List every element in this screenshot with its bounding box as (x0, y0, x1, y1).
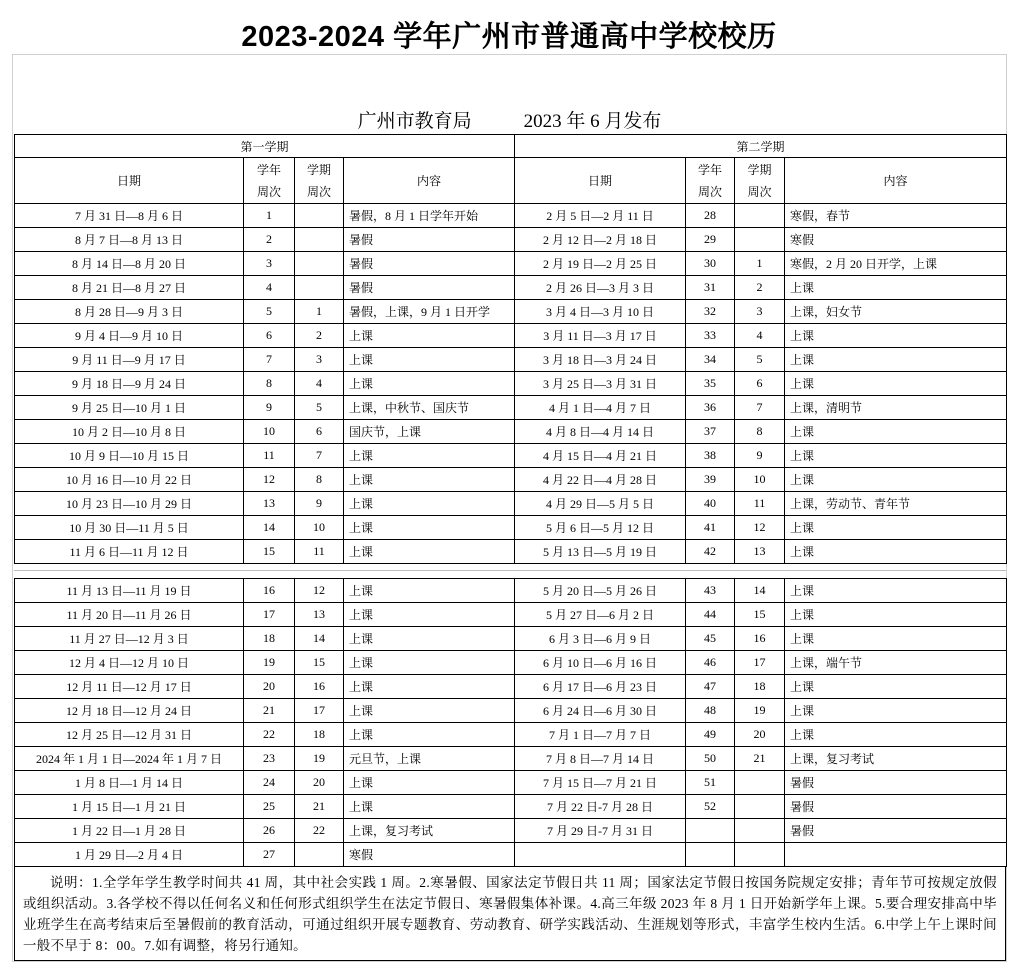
second-school-week: 46 (686, 651, 735, 675)
second-school-week: 29 (686, 228, 735, 252)
first-term-week (295, 228, 344, 252)
second-school-week: 28 (686, 204, 735, 228)
calendar-table-top (14, 134, 1007, 564)
table-row (15, 540, 1007, 564)
second-school-week: 52 (686, 795, 735, 819)
first-term-week: 3 (295, 348, 344, 372)
first-term-content: 上课 (344, 540, 515, 564)
second-school-week: 43 (686, 579, 735, 603)
table-row (15, 324, 1007, 348)
first-school-week: 25 (244, 795, 295, 819)
first-term-content: 暑假，8 月 1 日学年开始 (344, 204, 515, 228)
second-term-content: 上课 (785, 723, 1007, 747)
second-term-content: 寒假，2 月 20 日开学，上课 (785, 252, 1007, 276)
second-term-content: 上课 (785, 540, 1007, 564)
first-term-week: 18 (295, 723, 344, 747)
table-row (15, 843, 1007, 867)
first-term-content: 上课 (344, 651, 515, 675)
table-row (15, 372, 1007, 396)
first-school-week: 19 (244, 651, 295, 675)
second-term-content: 上课，复习考试 (785, 747, 1007, 771)
first-term-week: 12 (295, 579, 344, 603)
first-school-week: 11 (244, 444, 295, 468)
second-term-week: 16 (735, 627, 785, 651)
second-term-content: 上课 (785, 579, 1007, 603)
second-term-date: 4 月 15 日—4 月 21 日 (515, 444, 686, 468)
first-term-date: 12 月 18 日—12 月 24 日 (15, 699, 244, 723)
first-school-week: 12 (244, 468, 295, 492)
second-term-week: 9 (735, 444, 785, 468)
first-term-date: 8 月 21 日—8 月 27 日 (15, 276, 244, 300)
second-term-content: 寒假 (785, 228, 1007, 252)
second-semester-header: 第二学期 (515, 135, 1007, 158)
second-school-week: 40 (686, 492, 735, 516)
second-term-date: 7 月 1 日—7 月 7 日 (515, 723, 686, 747)
first-school-week: 16 (244, 579, 295, 603)
first-term-content: 上课 (344, 324, 515, 348)
table-row (15, 276, 1007, 300)
second-term-content: 上课，端午节 (785, 651, 1007, 675)
first-term-week: 14 (295, 627, 344, 651)
first-term-week: 10 (295, 516, 344, 540)
first-term-week: 7 (295, 444, 344, 468)
first-school-week: 17 (244, 603, 295, 627)
second-term-date: 7 月 8 日—7 月 14 日 (515, 747, 686, 771)
first-term-date: 10 月 2 日—10 月 8 日 (15, 420, 244, 444)
first-term-content: 上课 (344, 468, 515, 492)
second-term-content: 暑假 (785, 819, 1007, 843)
table-row (15, 723, 1007, 747)
first-school-week: 22 (244, 723, 295, 747)
first-school-week: 24 (244, 771, 295, 795)
first-term-content: 上课 (344, 348, 515, 372)
first-school-week: 21 (244, 699, 295, 723)
first-term-date: 1 月 22 日—1 月 28 日 (15, 819, 244, 843)
table-row (15, 819, 1007, 843)
second-term-week: 20 (735, 723, 785, 747)
first-school-week: 18 (244, 627, 295, 651)
second-term-content: 上课 (785, 420, 1007, 444)
first-term-date: 1 月 29 日—2 月 4 日 (15, 843, 244, 867)
second-school-week: 38 (686, 444, 735, 468)
first-term-week (295, 276, 344, 300)
first-term-content: 上课，中秋节、国庆节 (344, 396, 515, 420)
second-term-date: 2 月 26 日—3 月 3 日 (515, 276, 686, 300)
second-term-week: 19 (735, 699, 785, 723)
second-term-week (735, 819, 785, 843)
second-school-week: 39 (686, 468, 735, 492)
table-row (15, 747, 1007, 771)
second-term-date: 7 月 22 日-7 月 28 日 (515, 795, 686, 819)
table-row (15, 627, 1007, 651)
first-term-date: 7 月 31 日—8 月 6 日 (15, 204, 244, 228)
first-term-content: 暑假 (344, 276, 515, 300)
first-term-date: 11 月 6 日—11 月 12 日 (15, 540, 244, 564)
second-term-content: 上课 (785, 276, 1007, 300)
first-school-week: 23 (244, 747, 295, 771)
page-title: 2023-2024 学年广州市普通高中学校校历 (241, 21, 777, 53)
second-term-week (735, 771, 785, 795)
second-term-date: 6 月 24 日—6 月 30 日 (515, 699, 686, 723)
first-term-week: 5 (295, 396, 344, 420)
table-row (15, 516, 1007, 540)
second-school-week: 36 (686, 396, 735, 420)
second-school-week: 51 (686, 771, 735, 795)
first-school-week: 1 (244, 204, 295, 228)
second-term-content: 上课 (785, 444, 1007, 468)
second-term-content: 寒假，春节 (785, 204, 1007, 228)
table-row (15, 252, 1007, 276)
first-term-content: 上课 (344, 603, 515, 627)
first-term-content: 上课 (344, 579, 515, 603)
second-school-week: 35 (686, 372, 735, 396)
first-school-week: 20 (244, 675, 295, 699)
second-term-date: 5 月 20 日—5 月 26 日 (515, 579, 686, 603)
second-school-week: 49 (686, 723, 735, 747)
table-row (15, 492, 1007, 516)
second-term-week (735, 843, 785, 867)
first-term-week: 13 (295, 603, 344, 627)
first-term-week: 15 (295, 651, 344, 675)
second-term-content: 上课 (785, 699, 1007, 723)
second-term-date: 5 月 27 日—6 月 2 日 (515, 603, 686, 627)
table-row (15, 771, 1007, 795)
second-term-week: 3 (735, 300, 785, 324)
first-school-week: 7 (244, 348, 295, 372)
first-term-date: 1 月 8 日—1 月 14 日 (15, 771, 244, 795)
second-term-date: 2 月 5 日—2 月 11 日 (515, 204, 686, 228)
second-term-content: 上课 (785, 627, 1007, 651)
second-school-week: 50 (686, 747, 735, 771)
first-school-week: 6 (244, 324, 295, 348)
first-term-week: 6 (295, 420, 344, 444)
second-term-content: 上课 (785, 516, 1007, 540)
first-term-week: 16 (295, 675, 344, 699)
second-term-week (735, 795, 785, 819)
second-term-content: 上课 (785, 603, 1007, 627)
second-term-date: 6 月 17 日—6 月 23 日 (515, 675, 686, 699)
first-term-week: 20 (295, 771, 344, 795)
first-school-week: 27 (244, 843, 295, 867)
second-school-week (686, 843, 735, 867)
first-term-date: 9 月 18 日—9 月 24 日 (15, 372, 244, 396)
second-term-week: 17 (735, 651, 785, 675)
second-school-week: 32 (686, 300, 735, 324)
second-term-content (785, 843, 1007, 867)
first-school-week: 15 (244, 540, 295, 564)
first-term-date: 11 月 27 日—12 月 3 日 (15, 627, 244, 651)
first-term-week: 19 (295, 747, 344, 771)
term-week-header: 学期 周次 (295, 158, 344, 204)
first-term-content: 暑假 (344, 252, 515, 276)
first-semester-header: 第一学期 (15, 135, 515, 158)
content-header: 内容 (785, 158, 1007, 204)
first-term-date: 8 月 28 日—9 月 3 日 (15, 300, 244, 324)
first-term-date: 1 月 15 日—1 月 21 日 (15, 795, 244, 819)
second-term-content: 上课 (785, 372, 1007, 396)
second-term-date: 5 月 13 日—5 月 19 日 (515, 540, 686, 564)
first-term-week: 1 (295, 300, 344, 324)
first-school-week: 9 (244, 396, 295, 420)
second-term-content: 上课 (785, 324, 1007, 348)
first-term-date: 11 月 20 日—11 月 26 日 (15, 603, 244, 627)
second-school-week: 41 (686, 516, 735, 540)
second-term-week: 13 (735, 540, 785, 564)
table-row (15, 795, 1007, 819)
first-term-content: 上课 (344, 723, 515, 747)
first-term-date: 8 月 7 日—8 月 13 日 (15, 228, 244, 252)
first-term-week: 21 (295, 795, 344, 819)
term-week-header: 学期 周次 (735, 158, 785, 204)
second-school-week: 33 (686, 324, 735, 348)
page-break-line (14, 570, 1006, 571)
second-term-date (515, 843, 686, 867)
table-row (15, 699, 1007, 723)
content-header: 内容 (344, 158, 515, 204)
first-term-content: 暑假 (344, 228, 515, 252)
publish-date: 2023 年 6 月发布 (523, 111, 662, 132)
first-term-week (295, 252, 344, 276)
second-term-date: 6 月 3 日—6 月 9 日 (515, 627, 686, 651)
first-term-date: 2024 年 1 月 1 日—2024 年 1 月 7 日 (15, 747, 244, 771)
second-school-week: 48 (686, 699, 735, 723)
second-term-date: 4 月 29 日—5 月 5 日 (515, 492, 686, 516)
first-term-content: 上课 (344, 516, 515, 540)
first-term-week: 22 (295, 819, 344, 843)
first-school-week: 3 (244, 252, 295, 276)
second-term-content: 上课，妇女节 (785, 300, 1007, 324)
first-term-date: 12 月 11 日—12 月 17 日 (15, 675, 244, 699)
second-term-content: 上课 (785, 468, 1007, 492)
first-term-content: 元旦节，上课 (344, 747, 515, 771)
second-term-week: 14 (735, 579, 785, 603)
first-term-content: 寒假 (344, 843, 515, 867)
second-school-week: 37 (686, 420, 735, 444)
publisher-line (12, 106, 1007, 133)
second-term-date: 2 月 12 日—2 月 18 日 (515, 228, 686, 252)
first-school-week: 4 (244, 276, 295, 300)
second-term-week: 7 (735, 396, 785, 420)
first-term-content: 上课 (344, 699, 515, 723)
first-term-content: 上课 (344, 444, 515, 468)
first-term-week: 2 (295, 324, 344, 348)
calendar-table-bottom (14, 578, 1007, 867)
second-term-date: 4 月 8 日—4 月 14 日 (515, 420, 686, 444)
table-row (15, 579, 1007, 603)
table-row (15, 204, 1007, 228)
second-term-week: 8 (735, 420, 785, 444)
second-term-date: 3 月 25 日—3 月 31 日 (515, 372, 686, 396)
second-term-week: 2 (735, 276, 785, 300)
first-term-week: 4 (295, 372, 344, 396)
school-week-header: 学年 周次 (686, 158, 735, 204)
first-term-date: 10 月 23 日—10 月 29 日 (15, 492, 244, 516)
second-term-content: 暑假 (785, 795, 1007, 819)
table-row (15, 228, 1007, 252)
first-term-content: 上课 (344, 627, 515, 651)
second-school-week: 34 (686, 348, 735, 372)
second-school-week: 42 (686, 540, 735, 564)
second-school-week: 31 (686, 276, 735, 300)
first-term-content: 国庆节，上课 (344, 420, 515, 444)
first-school-week: 10 (244, 420, 295, 444)
first-school-week: 14 (244, 516, 295, 540)
second-term-content: 暑假 (785, 771, 1007, 795)
table-row (15, 675, 1007, 699)
table-row (15, 348, 1007, 372)
first-school-week: 13 (244, 492, 295, 516)
first-term-date: 10 月 30 日—11 月 5 日 (15, 516, 244, 540)
second-term-date: 4 月 1 日—4 月 7 日 (515, 396, 686, 420)
date-header: 日期 (15, 158, 244, 204)
second-term-date: 2 月 19 日—2 月 25 日 (515, 252, 686, 276)
first-school-week: 5 (244, 300, 295, 324)
second-term-content: 上课 (785, 675, 1007, 699)
second-school-week: 30 (686, 252, 735, 276)
second-term-week: 15 (735, 603, 785, 627)
second-term-week: 12 (735, 516, 785, 540)
first-term-week (295, 843, 344, 867)
publisher: 广州市教育局 (357, 111, 472, 132)
school-week-header: 学年 周次 (244, 158, 295, 204)
second-school-week: 45 (686, 627, 735, 651)
table-row (15, 651, 1007, 675)
second-term-date: 3 月 11 日—3 月 17 日 (515, 324, 686, 348)
first-school-week: 26 (244, 819, 295, 843)
second-term-week: 6 (735, 372, 785, 396)
first-term-date: 12 月 4 日—12 月 10 日 (15, 651, 244, 675)
first-term-week: 9 (295, 492, 344, 516)
first-term-date: 9 月 4 日—9 月 10 日 (15, 324, 244, 348)
table-row (15, 603, 1007, 627)
table-row (15, 444, 1007, 468)
first-term-date: 8 月 14 日—8 月 20 日 (15, 252, 244, 276)
first-school-week: 2 (244, 228, 295, 252)
first-term-content: 上课 (344, 492, 515, 516)
second-school-week: 47 (686, 675, 735, 699)
first-term-date: 11 月 13 日—11 月 19 日 (15, 579, 244, 603)
second-term-week: 21 (735, 747, 785, 771)
first-term-date: 12 月 25 日—12 月 31 日 (15, 723, 244, 747)
second-term-week: 18 (735, 675, 785, 699)
second-term-date: 5 月 6 日—5 月 12 日 (515, 516, 686, 540)
table-row (15, 300, 1007, 324)
second-term-week: 5 (735, 348, 785, 372)
second-term-week: 1 (735, 252, 785, 276)
first-school-week: 8 (244, 372, 295, 396)
second-term-date: 6 月 10 日—6 月 16 日 (515, 651, 686, 675)
first-term-date: 10 月 9 日—10 月 15 日 (15, 444, 244, 468)
second-term-week: 4 (735, 324, 785, 348)
second-term-week (735, 228, 785, 252)
second-term-date: 4 月 22 日—4 月 28 日 (515, 468, 686, 492)
second-term-date: 7 月 15 日—7 月 21 日 (515, 771, 686, 795)
first-term-content: 上课，复习考试 (344, 819, 515, 843)
table-row (15, 468, 1007, 492)
first-term-date: 9 月 25 日—10 月 1 日 (15, 396, 244, 420)
second-term-week (735, 204, 785, 228)
first-term-date: 10 月 16 日—10 月 22 日 (15, 468, 244, 492)
date-header: 日期 (515, 158, 686, 204)
first-term-week: 11 (295, 540, 344, 564)
first-term-content: 上课 (344, 795, 515, 819)
second-term-date: 3 月 18 日—3 月 24 日 (515, 348, 686, 372)
second-term-date: 7 月 29 日-7 月 31 日 (515, 819, 686, 843)
second-term-week: 11 (735, 492, 785, 516)
first-term-content: 上课 (344, 771, 515, 795)
first-term-week: 17 (295, 699, 344, 723)
table-row (15, 396, 1007, 420)
second-school-week (686, 819, 735, 843)
notes-section: 说明：1.全学年学生教学时间共 41 周，其中社会实践 1 周。2.寒暑假、国家法定节假日共 11 周；国家法定节假日按国务院规定安排；青年节可按规定放假或组织活动。3.各学校不得以任何名义和任何形式组织学生在法定节假日、寒暑假集体补课。4.高三年级 2023 年 8 月 1 日开始新学年上课。5.要合理安排高中毕业班学生在高考结束后至暑假前的教育活动，可通过组织开展专题教育、劳动教育、研学实践活动、生涯规划等形式，丰富学生校内生活。6.中学上午上课时间一般不早于 8：00。7.如有调整，将另行通知。 (14, 866, 1006, 961)
second-term-content: 上课，清明节 (785, 396, 1007, 420)
second-term-week: 10 (735, 468, 785, 492)
first-term-week: 8 (295, 468, 344, 492)
second-term-date: 3 月 4 日—3 月 10 日 (515, 300, 686, 324)
table-row (15, 420, 1007, 444)
first-term-date: 9 月 11 日—9 月 17 日 (15, 348, 244, 372)
first-term-week (295, 204, 344, 228)
second-school-week: 44 (686, 603, 735, 627)
second-term-content: 上课，劳动节、青年节 (785, 492, 1007, 516)
first-term-content: 上课 (344, 372, 515, 396)
first-term-content: 暑假，上课，9 月 1 日开学 (344, 300, 515, 324)
first-term-content: 上课 (344, 675, 515, 699)
second-term-content: 上课 (785, 348, 1007, 372)
